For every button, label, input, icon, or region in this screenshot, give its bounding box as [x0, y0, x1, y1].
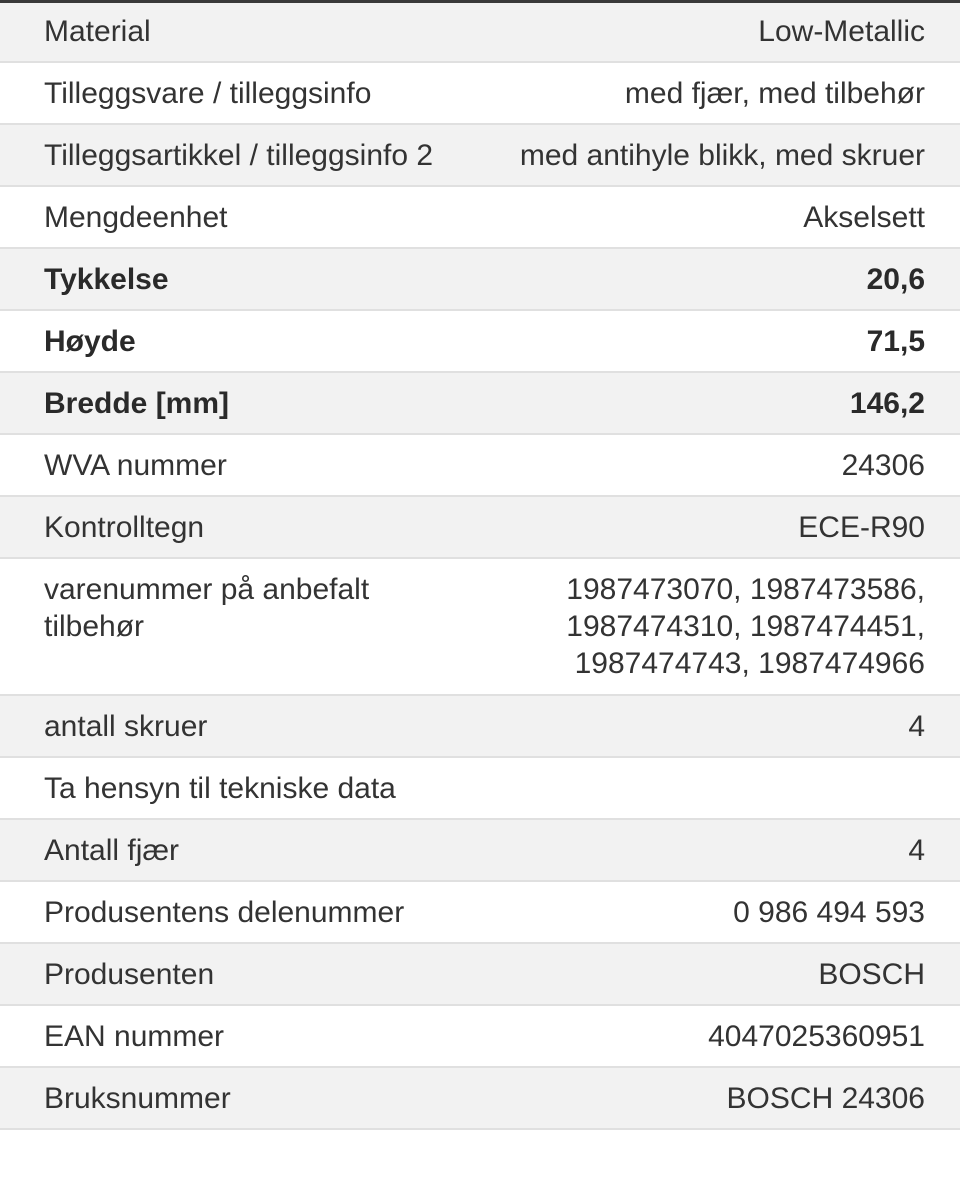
spec-row-ean-nummer: [0, 1006, 960, 1068]
spec-row-anbefalt-tilbehor: [0, 559, 960, 696]
spec-value: 4047025360951: [708, 1020, 925, 1053]
spec-value: ECE-R90: [798, 511, 925, 544]
spec-row-tekniske-data: [0, 758, 960, 820]
spec-row-hoyde: [0, 311, 960, 373]
spec-label: Antall fjær: [44, 834, 180, 867]
spec-value: 20,6: [866, 263, 925, 296]
spec-label: Ta hensyn til tekniske data: [44, 772, 396, 805]
spec-value: 4: [908, 834, 925, 867]
spec-label: Produsentens delenummer: [44, 896, 405, 929]
spec-label: WVA nummer: [44, 449, 227, 482]
spec-row-mengdeenhet: [0, 187, 960, 249]
spec-label: Mengdeenhet: [44, 201, 228, 234]
spec-row-delenummer: [0, 882, 960, 944]
spec-value: 24306: [841, 449, 925, 482]
spec-label: Bredde [mm]: [44, 387, 230, 420]
spec-label: Høyde: [44, 325, 136, 358]
spec-label: Material: [44, 15, 151, 48]
spec-table: [0, 3, 960, 1130]
spec-row-antall-skruer: [0, 696, 960, 758]
spec-row-tykkelse: [0, 249, 960, 311]
spec-row-kontrolltegn: [0, 497, 960, 559]
spec-value: 4: [908, 710, 925, 743]
spec-value: 1987473070, 1987473586, 1987474310, 1987474451, 1987474743, 1987474966: [566, 573, 925, 680]
spec-value: 146,2: [849, 387, 925, 420]
spec-row-produsenten: [0, 944, 960, 1006]
spec-value: BOSCH: [818, 958, 925, 991]
spec-row-material: [0, 3, 960, 63]
spec-label: Bruksnummer: [44, 1082, 231, 1115]
spec-label: Tilleggsvare / tilleggsinfo: [44, 77, 372, 110]
spec-value: 0 986 494 593: [733, 896, 925, 929]
spec-row-wva-nummer: [0, 435, 960, 497]
spec-label: varenummer på anbefalt tilbehør: [44, 573, 370, 643]
spec-row-tilleggsartikkel: [0, 125, 960, 187]
spec-value: Akselsett: [803, 201, 925, 234]
spec-value: med antihyle blikk, med skruer: [519, 139, 925, 172]
spec-row-antall-fjaer: [0, 820, 960, 882]
spec-label: antall skruer: [44, 710, 208, 743]
spec-label: Tykkelse: [44, 263, 169, 296]
spec-value: med fjær, med tilbehør: [624, 77, 925, 110]
spec-label: Produsenten: [44, 958, 215, 991]
spec-row-bruksnummer: [0, 1068, 960, 1130]
spec-row-tilleggsvare: [0, 63, 960, 125]
spec-value: 71,5: [866, 325, 925, 358]
spec-label: Tilleggsartikkel / tilleggsinfo 2: [44, 139, 434, 172]
spec-label: EAN nummer: [44, 1020, 225, 1053]
spec-value: BOSCH 24306: [726, 1082, 925, 1115]
spec-row-bredde: [0, 373, 960, 435]
spec-value: Low-Metallic: [758, 15, 925, 48]
spec-label: Kontrolltegn: [44, 511, 205, 544]
